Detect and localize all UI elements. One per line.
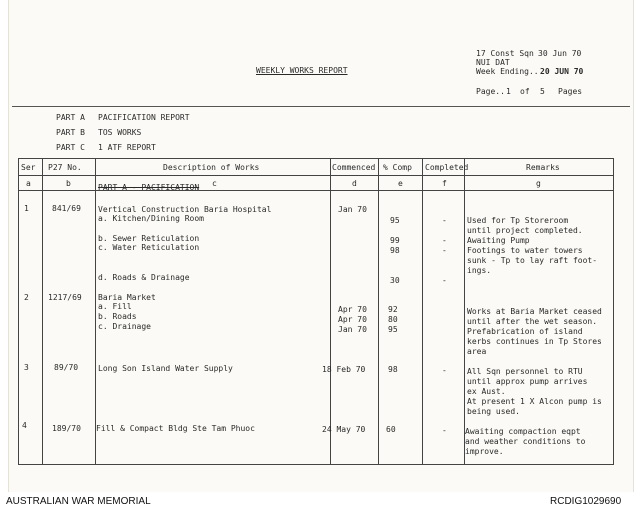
row1-title: Vertical Construction Baria Hospital (98, 205, 272, 214)
row4-commenced: 24 May 70 (322, 425, 366, 434)
row3-comp: 98 (388, 365, 398, 374)
col-header-ser: Ser (21, 163, 36, 172)
row1-item-d-completed: - (442, 276, 447, 285)
row3-title: Long Son Island Water Supply (98, 364, 233, 373)
part-b-code: PART B (56, 128, 85, 137)
row4-comp: 60 (386, 425, 396, 434)
row4-remarks-1: Awaiting compaction eqpt (465, 427, 581, 436)
row4-ser: 4 (22, 421, 27, 430)
row2-remarks-line4: kerbs continues in Tp Stores (467, 337, 602, 346)
col-header-remarks: Remarks (526, 163, 560, 172)
col-letter-d: d (352, 179, 357, 188)
row3-p27: 89/70 (54, 363, 79, 372)
location: NUI DAT (476, 58, 510, 67)
col-line-3 (330, 158, 331, 464)
row1-commenced: Jan 70 (338, 205, 367, 214)
col-header-p27: P27 No. (48, 163, 82, 172)
header-divider (18, 175, 614, 176)
row1-p27: 841/69 (52, 204, 81, 213)
report-title: WEEKLY WORKS REPORT (256, 66, 348, 75)
col-letter-g: g (536, 179, 541, 188)
week-ending-label: Week Ending.. (476, 67, 539, 76)
col-letter-b: b (66, 179, 71, 188)
row1-remarks-line6: ings. (467, 266, 492, 275)
row3-remarks-2: until approx pump arrives (467, 377, 588, 386)
week-ending-value: 20 JUN 70 (540, 67, 584, 76)
row2-item-c: c. Drainage (98, 322, 151, 331)
col-letter-e: e (398, 179, 403, 188)
row1-item-a-comp: 95 (390, 216, 400, 225)
row3-remarks-5: being used. (467, 407, 520, 416)
row1-item-b-completed: - (442, 236, 447, 245)
unit-name: 17 Const Sqn (476, 49, 534, 58)
col-line-1 (42, 158, 43, 464)
row4-title: Fill & Compact Bldg Ste Tam Phuoc (96, 424, 255, 433)
row1-remarks-line2: until project completed. (467, 226, 583, 235)
row3-remarks-3: ex Aust. (467, 387, 506, 396)
col-letter-f: f (442, 179, 447, 188)
row2-item-a: a. Fill (98, 302, 132, 311)
row2-item-c-comp: 95 (388, 325, 398, 334)
row1-item-c-completed: - (442, 246, 447, 255)
row1-item-c: c. Water Reticulation (98, 243, 200, 252)
row2-item-a-remarks: Works at Baria Market ceased (467, 307, 602, 316)
row2-ser: 2 (24, 293, 29, 302)
row3-completed: - (442, 366, 447, 375)
part-b-name: TOS WORKS (98, 128, 142, 137)
row2-item-a-comp: 92 (388, 305, 398, 314)
row2-p27: 1217/69 (48, 293, 82, 302)
part-c-code: PART C (56, 143, 85, 152)
part-c-name: 1 ATF REPORT (98, 143, 156, 152)
footer-record-id: RCDIG1029690 (550, 496, 622, 507)
row2-item-b: b. Roads (98, 312, 137, 321)
row1-item-b-remarks: Awaiting Pump (467, 236, 530, 245)
part-a-name: PACIFICATION REPORT (98, 113, 190, 122)
row1-remarks-line5: sunk - Tp to lay raft foot- (467, 256, 598, 265)
row1-item-d-comp: 30 (390, 276, 400, 285)
col-header-commenced: Commenced (332, 163, 376, 172)
page-number: 1 (506, 87, 511, 96)
row4-p27: 189/70 (52, 424, 81, 433)
row1-item-a-remarks: Used for Tp Storeroom (467, 216, 569, 225)
row1-item-a: a. Kitchen/Dining Room (98, 214, 204, 223)
row2-item-c-commenced: Jan 70 (338, 325, 367, 334)
row1-item-b-comp: 99 (390, 236, 400, 245)
table-top-rule (18, 158, 614, 159)
date-stamp: 30 Jun 70 (538, 49, 582, 58)
col-letter-a: a (26, 179, 31, 188)
row2-item-b-commenced: Apr 70 (338, 315, 367, 324)
col-letter-c: c (212, 179, 217, 188)
row3-ser: 3 (24, 363, 29, 372)
col-header-description: Description of Works (163, 163, 260, 172)
row3-remarks-4: At present 1 X Alcon pump is (467, 397, 602, 406)
row1-item-b: b. Sewer Reticulation (98, 234, 200, 243)
row2-item-b-remarks: until after the wet season. (467, 317, 598, 326)
row4-remarks-2: and weather conditions to (465, 437, 586, 446)
page-of: of (520, 87, 530, 96)
row2-remarks-line5: area (467, 347, 487, 356)
row1-item-c-comp: 98 (390, 246, 400, 255)
col-line-7 (613, 158, 614, 464)
col-line-4 (378, 158, 379, 464)
col-header-completed: Completed (425, 163, 469, 172)
col-line-2 (95, 158, 96, 464)
row3-commenced: 18 Feb 70 (322, 365, 366, 374)
row1-item-a-completed: - (442, 216, 447, 225)
row1-ser: 1 (24, 204, 29, 213)
col-line-6 (464, 158, 465, 464)
row3-remarks-1: All Sqn personnel to RTU (467, 367, 583, 376)
top-rule (12, 106, 630, 107)
row2-item-c-remarks: Prefabrication of island (467, 327, 583, 336)
row2-title: Baria Market (98, 293, 156, 302)
row1-item-c-remarks: Footings to water towers (467, 246, 583, 255)
row2-item-a-commenced: Apr 70 (338, 305, 367, 314)
col-line-0 (18, 158, 19, 464)
row4-remarks-3: improve. (465, 447, 504, 456)
page-label: Page.. (476, 87, 505, 96)
row1-item-d: d. Roads & Drainage (98, 273, 190, 282)
footer-archive-name: AUSTRALIAN WAR MEMORIAL (6, 496, 151, 507)
row2-item-b-comp: 80 (388, 315, 398, 324)
page-total: 5 (540, 87, 545, 96)
part-a-code: PART A (56, 113, 85, 122)
col-header-comp: % Comp (383, 163, 412, 172)
col-line-5 (422, 158, 423, 464)
pages-word: Pages (558, 87, 583, 96)
row4-completed: - (442, 426, 447, 435)
table-bottom-rule (18, 464, 614, 465)
section-heading: PART A - PACIFICATION (98, 183, 200, 192)
